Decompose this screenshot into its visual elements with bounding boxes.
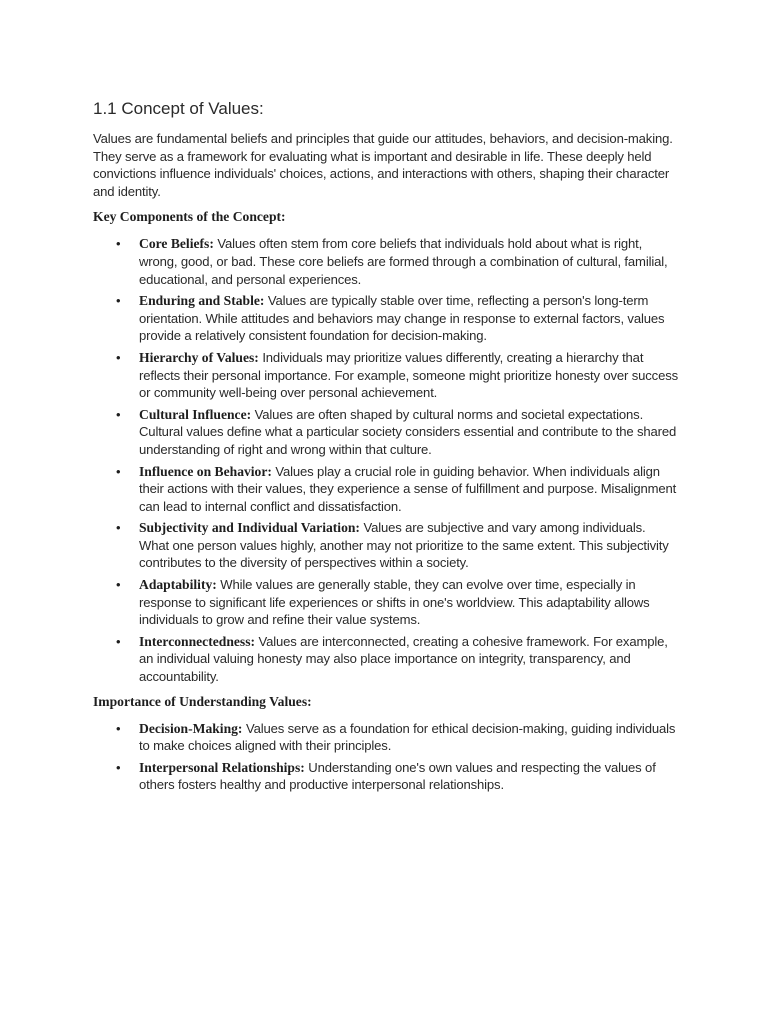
- list-item: [93, 292, 678, 345]
- list-item-text: Values play a crucial role in guiding behavior. When individuals align their actions with their values, they experience a sense of fulfillment and purpose. Misalignment can lead to internal conflict and dissatisfaction.: [139, 463, 677, 514]
- list-item: [93, 463, 678, 516]
- list-item-term: Adaptability:: [139, 577, 217, 593]
- bullet-icon: •: [116, 293, 121, 309]
- list-item: [93, 633, 678, 686]
- importance-list: [93, 720, 678, 794]
- bullet-icon: •: [116, 406, 121, 422]
- list-item-text: Values are subjective and vary among individuals. What one person values highly, another may not prioritize to the same extent. This subjectivity contributes to the diversity of perspectives within a society.: [139, 520, 669, 571]
- list-item-term: Enduring and Stable:: [139, 293, 265, 309]
- list-item: [93, 759, 678, 794]
- section-title: 1.1 Concept of Values:: [93, 99, 264, 118]
- list-item-text: Understanding one's own values and respecting the values of others fosters healthy and productive interpersonal relationships.: [139, 759, 656, 793]
- list-item: [93, 235, 678, 288]
- list-item: [93, 720, 678, 755]
- list-item: [93, 519, 678, 572]
- list-item-term: Cultural Influence:: [139, 406, 252, 422]
- bullet-icon: •: [116, 720, 121, 736]
- list-item: [93, 576, 678, 629]
- list-item-text: Values are interconnected, creating a cohesive framework. For example, an individual valuing honesty may also place importance on integrity, transparency, and accountability.: [139, 633, 668, 685]
- bullet-icon: •: [116, 759, 121, 775]
- document-page: [93, 99, 678, 801]
- bullet-icon: •: [116, 577, 121, 593]
- list-item-text: Values are typically stable over time, reflecting a person's long-term orientation. While attitudes and behaviors may change in response to external factors, values provide a relatively consistent foundation for decision-making.: [139, 293, 665, 344]
- bullet-icon: •: [116, 463, 121, 479]
- key-components-heading: Key Components of the Concept:: [93, 209, 286, 225]
- list-item-text: Values serve as a foundation for ethical decision-making, guiding individuals to make choices aligned with their principles.: [139, 720, 676, 754]
- list-item-text: Values are often shaped by cultural norms and societal expectations. Cultural values define what a particular society considers essential and contribute to the shared understanding of right and wrong within that culture.: [139, 406, 677, 457]
- importance-heading: Importance of Understanding Values:: [93, 693, 312, 709]
- bullet-icon: •: [116, 633, 121, 649]
- list-item: [93, 349, 678, 402]
- list-item-term: Subjectivity and Individual Variation:: [139, 520, 360, 536]
- list-item-term: Influence on Behavior:: [139, 463, 272, 479]
- list-item-text: Values often stem from core beliefs that individuals hold about what is right, wrong, good, or bad. These core beliefs are formed through a combination of cultural, familial, educational, and personal experiences.: [139, 236, 668, 287]
- list-item-term: Decision-Making:: [139, 720, 243, 736]
- bullet-icon: •: [116, 349, 121, 365]
- list-item-term: Interpersonal Relationships:: [139, 759, 305, 775]
- bullet-icon: •: [116, 520, 121, 536]
- intro-paragraph: Values are fundamental beliefs and principles that guide our attitudes, behaviors, and decision-making. They serve as a framework for evaluating what is important and desirable in life. These deeply held convictions influence individuals' choices, actions, and interactions with others, shaping their character and identity.: [93, 131, 673, 199]
- list-item-text: While values are generally stable, they can evolve over time, especially in response to significant life experiences or shifts in one's worldview. This adaptability allows individuals to grow and refine their value systems.: [139, 577, 650, 628]
- list-item-term: Core Beliefs:: [139, 236, 214, 252]
- list-item-term: Hierarchy of Values:: [139, 349, 259, 365]
- list-item-term: Interconnectedness:: [139, 633, 256, 649]
- list-item: [93, 406, 678, 459]
- key-components-list: [93, 235, 678, 685]
- list-item-text: Individuals may prioritize values differently, creating a hierarchy that reflects their personal importance. For example, someone might prioritize honesty over success or community well-being over personal achievement.: [139, 349, 678, 401]
- bullet-icon: •: [116, 236, 121, 252]
